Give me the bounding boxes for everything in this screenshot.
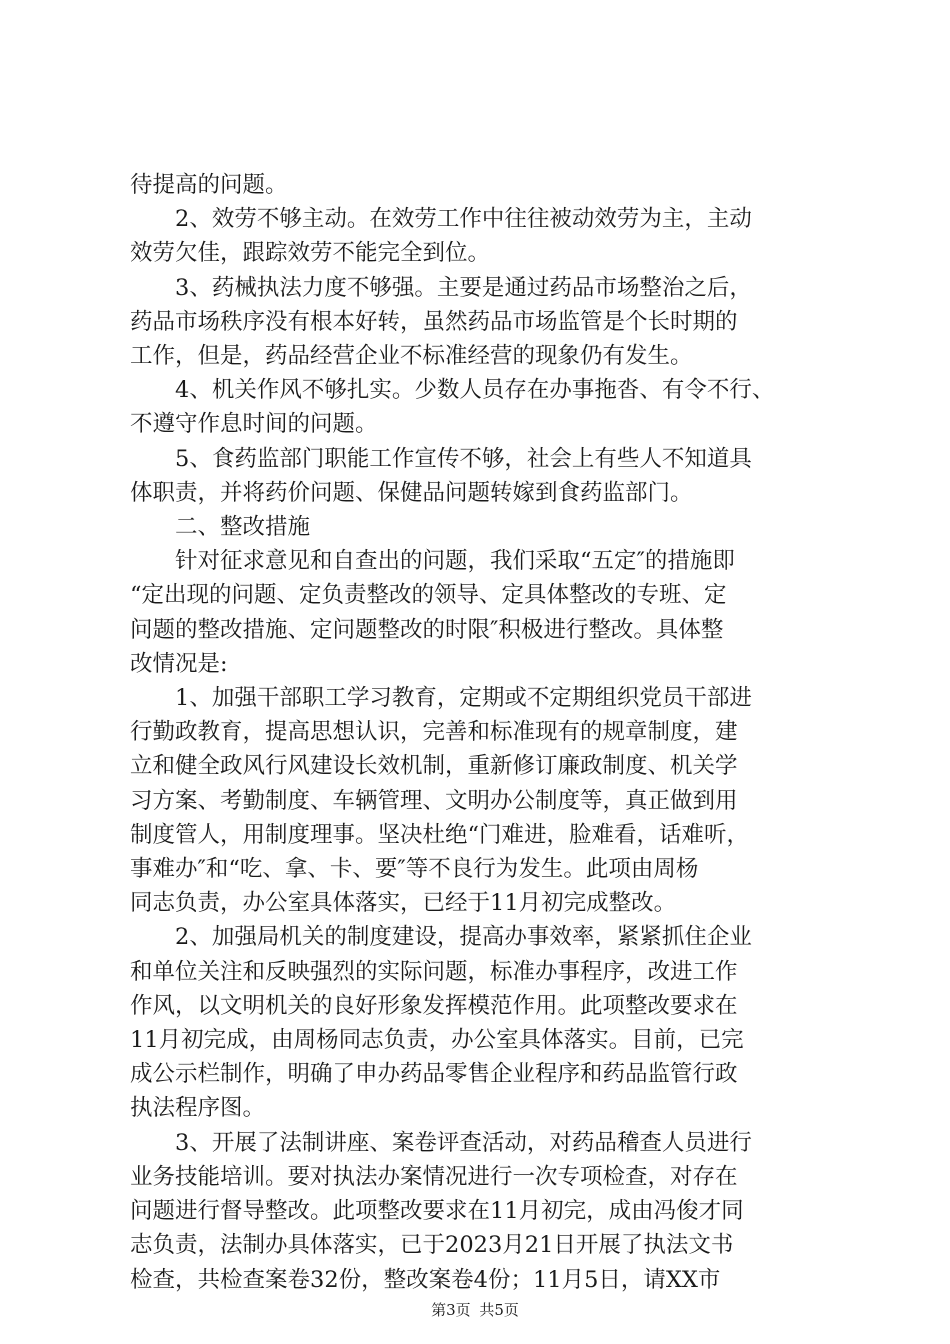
text-line: 待提高的问题。 <box>130 172 288 198</box>
text-line: 11月初完成，由周杨同志负责，办公室具体落实。目前，已完 <box>130 1027 744 1054</box>
page-footer <box>0 1300 950 1320</box>
text-line: 药品市场秩序没有根本好转，虽然药品市场监管是个长时期的 <box>130 308 738 335</box>
text-line: 作风，以文明机关的良好形象发挥模范作用。此项整改要求在 <box>130 992 738 1019</box>
text-line: 问题的整改措施、定问题整改的时限″积极进行整改。具体整 <box>130 616 724 643</box>
text-line: 检查，共检查案卷32份，整改案卷4份；11月5日，请XX市 <box>130 1266 721 1293</box>
page-total: 共5页 <box>479 1301 519 1319</box>
text-line: 改情况是: <box>130 650 228 677</box>
text-line: 和单位关注和反映强烈的实际问题，标准办事程序，改进工作 <box>130 958 738 985</box>
text-line: 制度管人，用制度理事。坚决杜绝“门难进，脸难看，话难听， <box>130 821 750 848</box>
text-line: 执法程序图。 <box>130 1095 266 1122</box>
text-line: 成公示栏制作，明确了申办药品零售企业程序和药品监管行政 <box>130 1061 738 1088</box>
text-line: 业务技能培训。要对执法办案情况进行一次专项检查，对存在 <box>130 1163 738 1190</box>
text-line: 3、药械执法力度不够强。主要是通过药品市场整治之后， <box>175 274 752 301</box>
text-line: 不遵守作息时间的问题。 <box>130 411 378 438</box>
page-number: 第3页 <box>431 1301 471 1319</box>
text-line: 3、开展了法制讲座、案卷评查活动，对药品稽查人员进行 <box>175 1129 752 1156</box>
text-line: 立和健全政风行风建设长效机制，重新修订廉政制度、机关学 <box>130 753 738 780</box>
document-body <box>130 168 830 1297</box>
text-line: 效劳欠佳，跟踪效劳不能完全到位。 <box>130 240 491 267</box>
section-heading: 二、整改措施 <box>175 514 311 541</box>
text-line: 工作，但是，药品经营企业不标准经营的现象仍有发生。 <box>130 343 693 370</box>
text-line: 体职责，并将药价问题、保健品问题转嫁到食药监部门。 <box>130 479 693 506</box>
text-line: 2、加强局机关的制度建设，提高办事效率，紧紧抓住企业 <box>175 924 752 951</box>
text-line: 同志负责，办公室具体落实，已经于11月初完成整改。 <box>130 890 677 917</box>
text-line: 针对征求意见和自查出的问题，我们采取“五定″的措施即 <box>175 548 735 575</box>
text-line: 问题进行督导整改。此项整改要求在11月初完，成由冯俊才同 <box>130 1198 744 1225</box>
text-line: 2、效劳不够主动。在效劳工作中往往被动效劳为主，主动 <box>175 206 752 233</box>
text-line: “定出现的问题、定负责整改的领导、定具体整改的专班、定 <box>130 582 727 609</box>
text-line: 行勤政教育，提高思想认识，完善和标准现有的规章制度，建 <box>130 719 738 746</box>
text-line: 4、机关作风不够扎实。少数人员存在办事拖沓、有令不行、 <box>175 377 775 404</box>
text-line: 事难办″和“吃、拿、卡、要″等不良行为发生。此项由周杨 <box>130 856 699 883</box>
text-line: 习方案、考勤制度、车辆管理、文明办公制度等，真正做到用 <box>130 787 738 814</box>
text-line: 志负责，法制办具体落实，已于2023月21日开展了执法文书 <box>130 1232 734 1259</box>
text-line: 5、食药监部门职能工作宣传不够，社会上有些人不知道具 <box>175 445 752 472</box>
text-line: 1、加强干部职工学习教育，定期或不定期组织党员干部进 <box>175 685 752 712</box>
